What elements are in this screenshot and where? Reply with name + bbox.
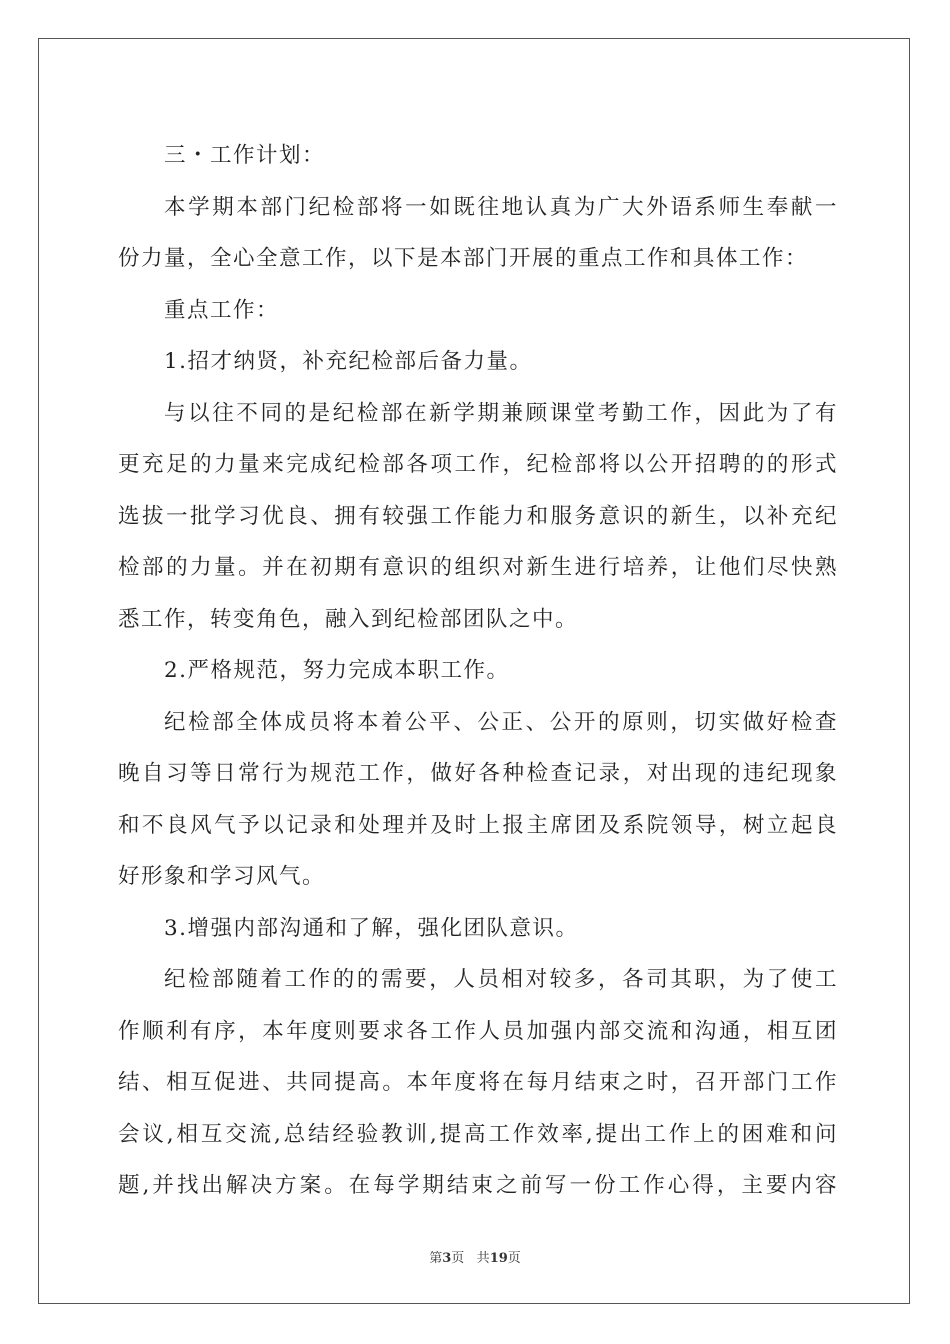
paragraph-line: 作顺利有序，本年度则要求各工作人员加强内部交流和沟通，相互团: [118, 1018, 838, 1044]
list-item-heading: 1.招才纳贤，补充纪检部后备力量。: [164, 349, 533, 374]
page-footer: [0, 1247, 950, 1266]
paragraph-line: 结、相互促进、共同提高。本年度将在每月结束之时，召开部门工作: [118, 1070, 838, 1095]
section-heading: 三・工作计划：: [164, 143, 326, 168]
page-prefix: 第: [429, 1251, 443, 1266]
document-body: [118, 130, 838, 1212]
total-pages: 19: [489, 1251, 508, 1266]
page-suffix: 页: [451, 1251, 465, 1266]
page-number: 3: [442, 1251, 452, 1266]
paragraph-line: 和不良风气予以记录和处理并及时上报主席团及系院领导，树立起良: [118, 812, 838, 838]
paragraph-line: 晚自习等日常行为规范工作，做好各种检查记录，对出现的违纪现象: [118, 761, 838, 786]
paragraph-line: 选拔一批学习优良、拥有较强工作能力和服务意识的新生，以补充纪: [118, 503, 838, 529]
list-item-heading: 2.严格规范，努力完成本职工作。: [164, 658, 510, 683]
paragraph-line: 纪检部随着工作的的需要，人员相对较多，各司其职，为了使工: [164, 967, 838, 992]
paragraph-line: 纪检部全体成员将本着公平、公正、公开的原则，切实做好检查: [164, 709, 838, 735]
total-suffix: 页: [507, 1251, 521, 1266]
paragraph-line: 悉工作，转变角色，融入到纪检部团队之中。: [118, 606, 579, 632]
total-prefix: 共: [476, 1251, 490, 1266]
list-item-heading: 3.增强内部沟通和了解，强化团队意识。: [164, 915, 579, 941]
subheading: 重点工作：: [164, 297, 280, 323]
paragraph-line: 题,并找出解决方案。在每学期结束之前写一份工作心得，主要内容: [118, 1173, 838, 1198]
paragraph-line: 会议,相互交流,总结经验教训,提高工作效率,提出工作上的困难和问: [118, 1121, 838, 1147]
paragraph-line: 本学期本部门纪检部将一如既往地认真为广大外语系师生奉献一: [164, 194, 838, 220]
paragraph-line: 与以往不同的是纪检部在新学期兼顾课堂考勤工作，因此为了有: [164, 400, 838, 426]
paragraph-line: 更充足的力量来完成纪检部各项工作，纪检部将以公开招聘的的形式: [118, 452, 838, 477]
paragraph-line: 好形象和学习风气。: [118, 864, 326, 889]
paragraph-line: 检部的力量。并在初期有意识的组织对新生进行培养，让他们尽快熟: [118, 555, 838, 580]
paragraph-line: 份力量，全心全意工作，以下是本部门开展的重点工作和具体工作：: [118, 246, 809, 271]
